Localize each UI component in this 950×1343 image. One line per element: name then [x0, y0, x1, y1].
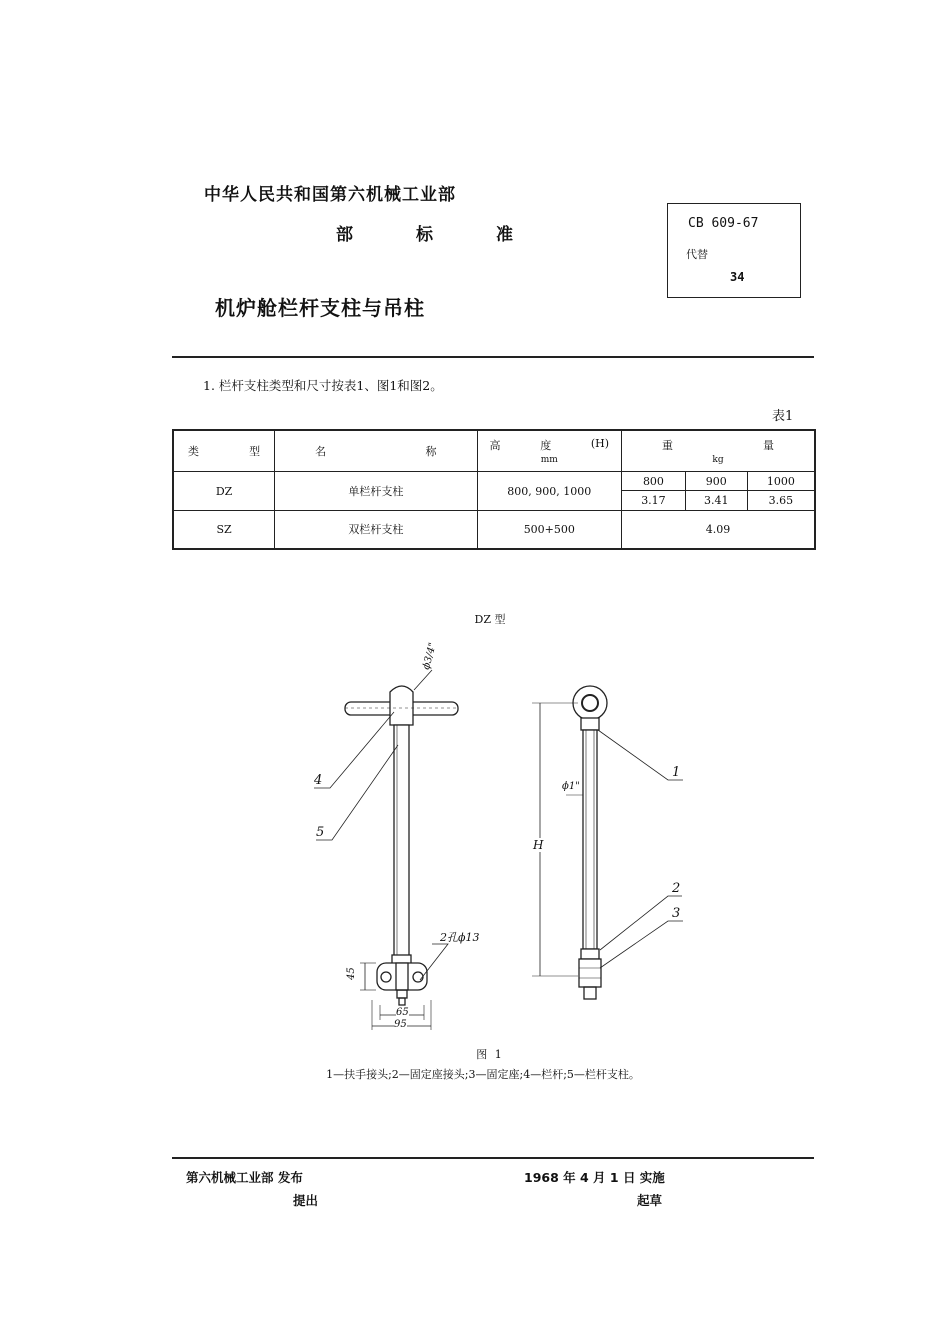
page-number: 34 [730, 270, 745, 284]
header-type-char-1: 类 [188, 445, 199, 458]
callout-1: 1 [672, 765, 681, 780]
dim-holes-label: 2孔ϕ13 [440, 931, 480, 944]
header-name [275, 430, 477, 472]
header-weight [622, 430, 815, 472]
callout-5: 5 [316, 825, 325, 840]
row-dz-type: DZ [173, 472, 275, 511]
row-dz-weight-height-3: 1000 [747, 472, 815, 491]
eye-joint-inner [582, 695, 598, 711]
right-view [532, 686, 683, 999]
header-weight-char-2: 量 [763, 439, 774, 452]
header-height-unit: mm [540, 455, 558, 465]
handrail-joint [390, 686, 413, 725]
top-divider [172, 356, 814, 358]
row-sz-name: 双栏杆支柱 [275, 511, 477, 549]
eye-joint-outer [573, 686, 607, 720]
table-label: 表1 [772, 409, 794, 424]
figure-legend: 1—扶手接头;2—固定座接头;3—固定座;4—栏杆;5—栏杆支柱。 [326, 1068, 640, 1081]
standard-char-1: 部 [336, 225, 353, 245]
row-dz-weight-2: 3.41 [685, 491, 747, 511]
bottom-divider [172, 1157, 814, 1159]
figure-caption: 图 1 [476, 1048, 504, 1061]
callout-3: 3 [672, 906, 681, 921]
row-sz-height: 500+500 [477, 511, 622, 549]
header-height-char-2: 度 [540, 439, 552, 452]
header-height-symbol: (H) [590, 437, 610, 450]
replaces-label: 代替 [686, 248, 708, 261]
row-dz-height: 800, 900, 1000 [477, 472, 622, 511]
dim-thread-label: ϕ1" [562, 781, 580, 792]
standard-code-box [667, 203, 801, 298]
left-view [314, 670, 458, 1030]
document-title: 机炉舱栏杆支柱与吊柱 [215, 296, 425, 320]
row-dz-name: 单栏杆支柱 [275, 472, 477, 511]
dim-65-label: 65 [396, 1007, 409, 1018]
footer-drafter: 起草 [637, 1193, 663, 1208]
dim-H-label: H [533, 838, 544, 852]
footer-date: 1968 年 4 月 1 日 实施 [524, 1170, 665, 1185]
header-type [173, 430, 275, 472]
standard-code: CB 609-67 [688, 216, 759, 231]
dim-95-label: 95 [394, 1019, 407, 1030]
engineering-drawing [0, 640, 950, 1040]
footer-proposer: 提出 [293, 1193, 319, 1208]
table-header-row [173, 430, 815, 472]
footer-issuer: 第六机械工业部 发布 [186, 1170, 303, 1185]
header-weight-char-1: 重 [662, 439, 674, 452]
header-name-char-1: 名 [315, 445, 327, 458]
header-height-char-1: 高 [489, 439, 501, 452]
row-sz-type: SZ [173, 511, 275, 549]
callout-2: 2 [672, 881, 681, 896]
header-name-char-2: 称 [425, 445, 437, 458]
figure-title: DZ 型 [474, 613, 506, 626]
clause-paragraph: 1. 栏杆支柱类型和尺寸按表1、图1和图2。 [203, 378, 443, 393]
table-row [173, 472, 815, 491]
header-height [477, 430, 622, 472]
header-weight-unit: kg [712, 455, 724, 465]
row-dz-weight-1: 3.17 [622, 491, 686, 511]
standard-char-3: 准 [496, 225, 513, 245]
organization-title: 中华人民共和国第六机械工业部 [204, 185, 456, 205]
table-row [173, 511, 815, 549]
standard-char-2: 标 [416, 225, 433, 245]
header-type-char-2: 型 [249, 445, 261, 458]
callout-4: 4 [314, 773, 323, 788]
spec-table [172, 429, 816, 550]
dim-45-label: 45 [346, 967, 357, 980]
post-tube-side [583, 730, 597, 949]
post-tube [394, 725, 409, 957]
dim-pipe-label: ϕ3/4" [421, 641, 439, 671]
row-dz-weight-3: 3.65 [747, 491, 815, 511]
row-sz-weight: 4.09 [622, 511, 815, 549]
row-dz-weight-height-2: 900 [685, 472, 747, 491]
base-side [579, 959, 601, 987]
row-dz-weight-height-1: 800 [622, 472, 686, 491]
